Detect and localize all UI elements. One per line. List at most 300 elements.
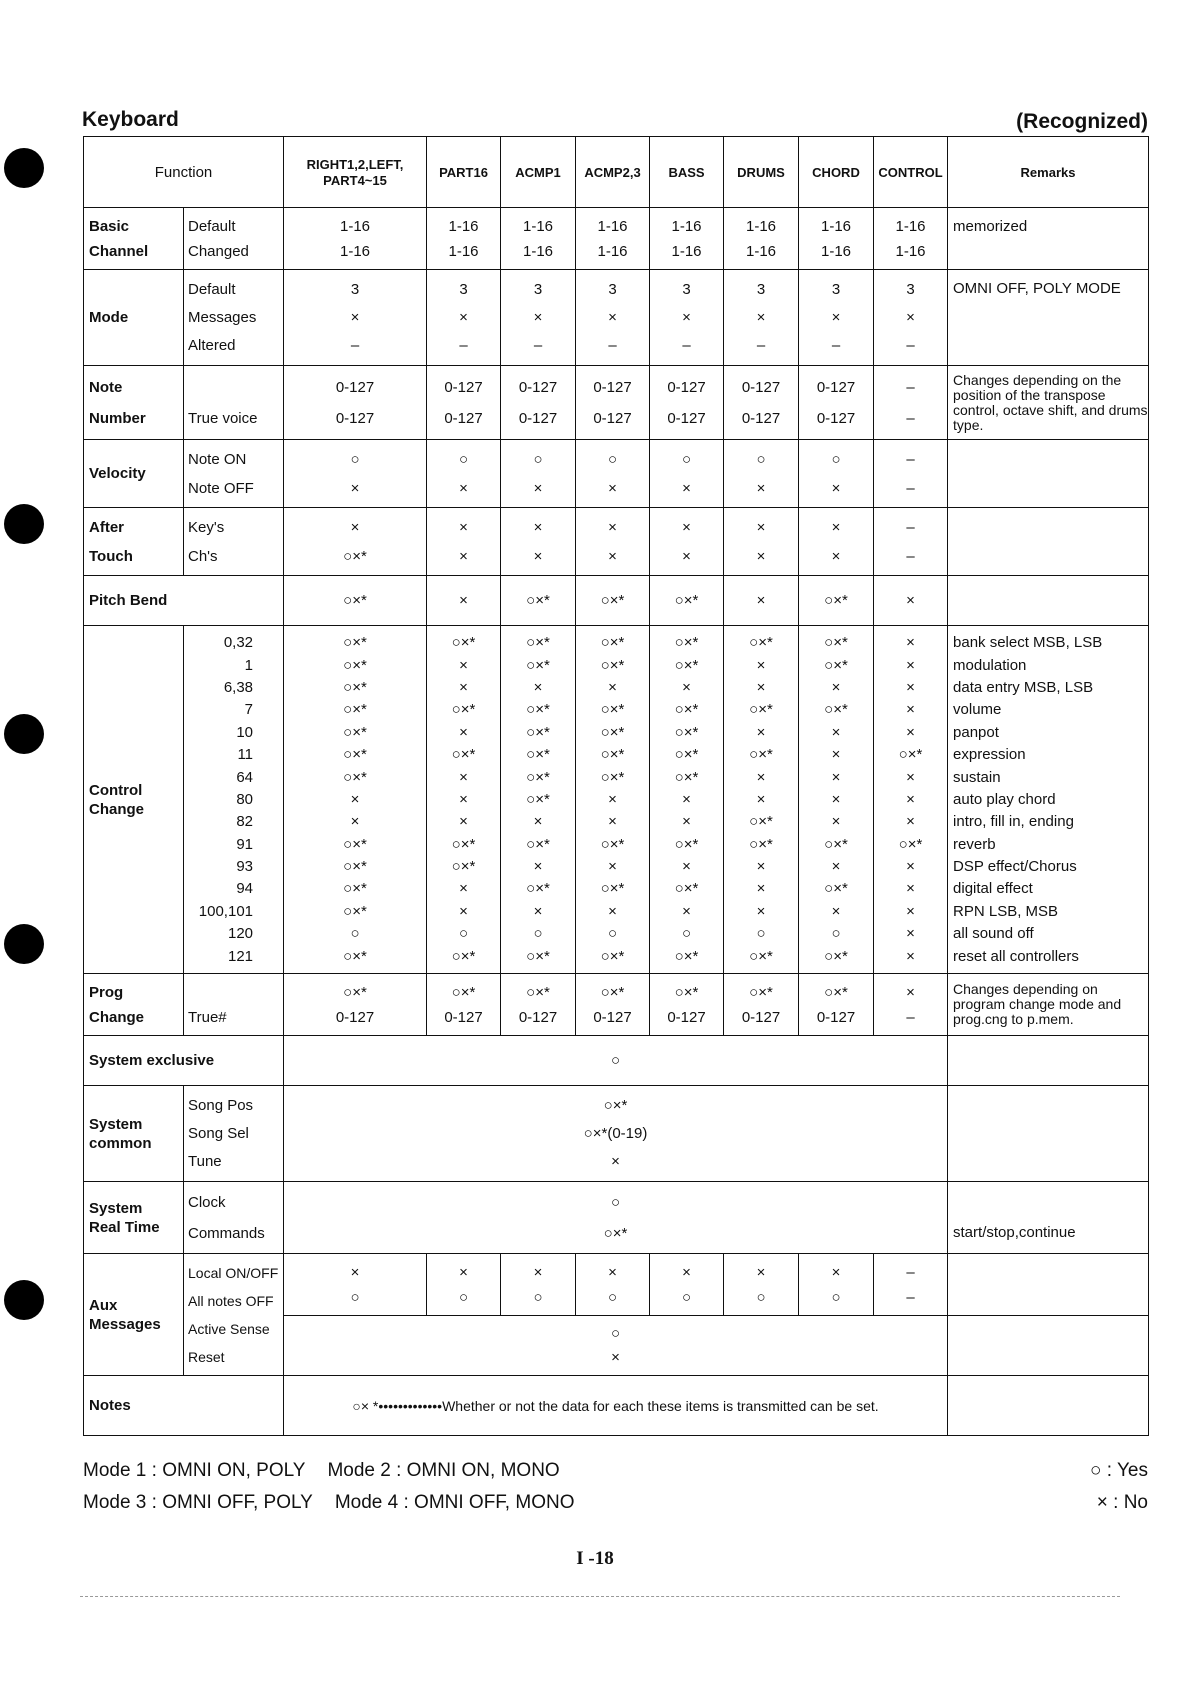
after-touch-values: × × — [799, 508, 874, 576]
pitch-bend-value: ○×* — [501, 576, 576, 626]
cc-value: × — [533, 902, 543, 920]
basic-channel-label: Basic Channel — [84, 208, 184, 270]
velocity-values: – – — [874, 440, 948, 508]
cc-value: ○ — [756, 925, 766, 943]
midi-implementation-table — [83, 136, 1149, 1436]
cc-value: ○×* — [674, 880, 699, 898]
column-acmp23: ACMP2,3 — [576, 137, 650, 208]
aux-values: × ○ — [799, 1254, 874, 1316]
cc-value: ○×* — [343, 880, 367, 898]
basic-remark: memorized — [948, 208, 1149, 270]
cc-value: ○×* — [824, 835, 848, 853]
cc-value: × — [906, 790, 915, 808]
cc-number: 6,38 — [223, 678, 254, 696]
cc-remark: modulation — [953, 656, 1027, 674]
cc-value: × — [756, 768, 766, 786]
after-touch-label: After Touch — [84, 508, 184, 576]
cc-value: ○×* — [600, 768, 625, 786]
pitch-bend-row — [84, 576, 1149, 626]
cc-value: ○×* — [343, 835, 367, 853]
velocity-values: ○ × — [724, 440, 799, 508]
cc-value: ○×* — [600, 723, 625, 741]
cc-number: 80 — [236, 790, 254, 808]
note-values: 0-127 0-127 — [284, 366, 427, 440]
cc-value: ○×* — [674, 634, 699, 652]
cc-value: × — [756, 678, 766, 696]
cc-value: × — [906, 947, 915, 965]
after-touch-values: × × — [427, 508, 501, 576]
mode-label: Mode — [84, 270, 184, 366]
system-common-row — [84, 1086, 1149, 1182]
cc-value: × — [459, 813, 468, 831]
system-common-values: ○×* ○×*(0-19) × — [284, 1086, 948, 1182]
cc-number: 82 — [236, 813, 254, 831]
cc-value: ○×* — [526, 701, 550, 719]
cc-value: ○×* — [526, 746, 550, 764]
note-values: 0-127 0-127 — [501, 366, 576, 440]
mode-values: 3 × – — [284, 270, 427, 366]
mode-3-legend: Mode 3 : OMNI OFF, POLY — [83, 1492, 313, 1513]
cc-number: 1 — [244, 656, 254, 674]
cc-value: × — [682, 858, 691, 876]
cc-remark: all sound off — [953, 925, 1034, 943]
cc-values — [284, 626, 427, 974]
page-title: Keyboard — [82, 108, 179, 131]
aux-messages-row — [84, 1254, 1149, 1316]
cc-value: × — [608, 858, 617, 876]
program-values: ○×* 0-127 — [724, 974, 799, 1036]
pitch-bend-value: ○×* — [284, 576, 427, 626]
column-remarks: Remarks — [948, 137, 1149, 208]
column-drums: DRUMS — [724, 137, 799, 208]
yes-legend: ○ : Yes — [1090, 1460, 1148, 1481]
program-remark: Changes depending on program change mode and prog.cng to p.mem. — [948, 974, 1149, 1036]
cc-remark: auto play chord — [953, 790, 1056, 808]
mode-values: 3 × – — [576, 270, 650, 366]
cc-value: ○×* — [749, 746, 773, 764]
cc-value: × — [906, 858, 915, 876]
mode-values: 3 × – — [427, 270, 501, 366]
cc-value: × — [906, 678, 915, 696]
cc-value: ○×* — [824, 634, 848, 652]
cc-remark: panpot — [953, 723, 999, 741]
cc-values — [799, 626, 874, 974]
note-values: 0-127 0-127 — [576, 366, 650, 440]
cc-number: 120 — [227, 925, 254, 943]
velocity-remark — [948, 440, 1149, 508]
cc-value: ○×* — [749, 835, 773, 853]
cc-value: ○×* — [674, 947, 699, 965]
cc-number: 10 — [236, 723, 254, 741]
cc-remark: digital effect — [953, 880, 1033, 898]
cc-remark: expression — [953, 746, 1026, 764]
cc-value: × — [350, 813, 360, 831]
after-touch-values: × ○×* — [284, 508, 427, 576]
cc-value: ○ — [533, 925, 543, 943]
cc-value: × — [756, 858, 766, 876]
cc-value: × — [906, 634, 915, 652]
pitch-bend-label: Pitch Bend — [84, 576, 284, 626]
mode-legend-row-1 — [83, 1460, 560, 1482]
system-common-remark — [948, 1086, 1149, 1182]
cc-value: ○×* — [343, 947, 367, 965]
cc-values — [650, 626, 724, 974]
cc-value: ○×* — [600, 947, 625, 965]
cc-number: 7 — [244, 701, 254, 719]
mode-2-legend: Mode 2 : OMNI ON, MONO — [327, 1460, 560, 1481]
cc-number: 91 — [236, 835, 254, 853]
column-bass: BASS — [650, 137, 724, 208]
cc-value: × — [906, 813, 915, 831]
system-common-sub: Song Pos Song Sel Tune — [184, 1086, 284, 1182]
cc-value: ○×* — [526, 790, 550, 808]
cc-value: ○×* — [526, 656, 550, 674]
aux-values: × ○ — [650, 1254, 724, 1316]
cc-remark: reverb — [953, 835, 996, 853]
pitch-bend-value: ○×* — [799, 576, 874, 626]
cc-value: × — [608, 678, 617, 696]
after-touch-values: × × — [576, 508, 650, 576]
velocity-sub: Note ON Note OFF — [184, 440, 284, 508]
cc-value: × — [906, 768, 915, 786]
cc-value: ○ — [350, 925, 360, 943]
program-values: ○×* 0-127 — [427, 974, 501, 1036]
program-change-label: Prog Change — [84, 974, 184, 1036]
note-number-row — [84, 366, 1149, 440]
cc-value: ○×* — [749, 701, 773, 719]
note-values: 0-127 0-127 — [724, 366, 799, 440]
after-touch-values: × × — [650, 508, 724, 576]
cc-value: ○×* — [343, 746, 367, 764]
cc-value: ○×* — [824, 880, 848, 898]
aux-values: – – — [874, 1254, 948, 1316]
page-subtitle: (Recognized) — [1016, 110, 1148, 133]
cc-value: ○×* — [343, 701, 367, 719]
cc-value: ○×* — [526, 634, 550, 652]
cc-value: × — [459, 902, 468, 920]
cc-remark: reset all controllers — [953, 947, 1079, 965]
note-values: – – — [874, 366, 948, 440]
cc-value: × — [906, 723, 915, 741]
basic-values: 1-16 1-16 — [284, 208, 427, 270]
mode-values: 3 × – — [874, 270, 948, 366]
velocity-row — [84, 440, 1149, 508]
cc-value: × — [906, 902, 915, 920]
column-right-left: RIGHT1,2,LEFT, PART4~15 — [284, 137, 427, 208]
note-values: 0-127 0-127 — [799, 366, 874, 440]
cc-number: 64 — [236, 768, 254, 786]
aux-remark-2 — [948, 1316, 1149, 1376]
after-touch-values: × × — [724, 508, 799, 576]
aux-values: × ○ — [724, 1254, 799, 1316]
control-numbers — [184, 626, 284, 974]
cc-value: ○×* — [451, 835, 476, 853]
cc-value: ○×* — [526, 835, 550, 853]
velocity-values: ○ × — [576, 440, 650, 508]
cc-value: × — [533, 858, 543, 876]
cc-value: ○×* — [343, 634, 367, 652]
cc-values — [501, 626, 576, 974]
velocity-values: ○ × — [799, 440, 874, 508]
mode-1-legend: Mode 1 : OMNI ON, POLY — [83, 1460, 306, 1481]
cc-value: × — [459, 656, 468, 674]
cc-value: ○×* — [600, 746, 625, 764]
cc-value: × — [756, 656, 766, 674]
cc-value: × — [906, 925, 915, 943]
basic-values: 1-16 1-16 — [427, 208, 501, 270]
cc-value: ○ — [458, 925, 469, 943]
notes-label: Notes — [84, 1376, 284, 1436]
cc-value: × — [682, 813, 691, 831]
notes-row — [84, 1376, 1149, 1436]
aux-values: × ○ — [501, 1254, 576, 1316]
cc-value: ○×* — [343, 656, 367, 674]
cc-values — [874, 626, 948, 974]
velocity-values: ○ × — [501, 440, 576, 508]
cc-value: ○×* — [674, 835, 699, 853]
cc-value: × — [350, 790, 360, 808]
cc-value: × — [682, 678, 691, 696]
mode-values: 3 × – — [799, 270, 874, 366]
header-row — [84, 137, 1149, 208]
basic-values: 1-16 1-16 — [724, 208, 799, 270]
cc-remark: bank select MSB, LSB — [953, 634, 1103, 652]
cc-value: ○×* — [600, 656, 625, 674]
cc-value: ○×* — [674, 656, 699, 674]
mode-values: 3 × – — [650, 270, 724, 366]
cc-value: × — [459, 880, 468, 898]
cc-remark: sustain — [953, 768, 1001, 786]
notes-text: ○× *•••••••••••••Whether or not the data for each these items is transmitted can be set. — [284, 1376, 948, 1436]
cc-value: ○×* — [749, 634, 773, 652]
program-values: ○×* 0-127 — [799, 974, 874, 1036]
cc-value: ○×* — [526, 723, 550, 741]
note-remark: Changes depending on the position of the transpose control, octave shift, and drums type. — [948, 366, 1149, 440]
cc-remark: volume — [953, 701, 1002, 719]
cc-value: × — [831, 768, 841, 786]
cc-value: × — [459, 678, 468, 696]
pitch-bend-value: ○×* — [576, 576, 650, 626]
mode-values: 3 × – — [501, 270, 576, 366]
page-number: I -18 — [576, 1548, 614, 1569]
program-values: ○×* 0-127 — [576, 974, 650, 1036]
program-values: ○×* 0-127 — [501, 974, 576, 1036]
cc-value: × — [756, 880, 766, 898]
cc-value: ○×* — [824, 656, 848, 674]
aux-remark — [948, 1254, 1149, 1316]
system-realtime-sub: Clock Commands — [184, 1182, 284, 1254]
cc-value: ○×* — [674, 723, 699, 741]
basic-values: 1-16 1-16 — [799, 208, 874, 270]
cc-remark: intro, fill in, ending — [953, 813, 1074, 831]
cc-value: × — [459, 790, 468, 808]
cc-value: × — [831, 723, 841, 741]
basic-values: 1-16 1-16 — [576, 208, 650, 270]
velocity-values: ○ × — [427, 440, 501, 508]
cc-value: ○×* — [674, 701, 699, 719]
mode-legend-row-2 — [83, 1492, 574, 1514]
cc-value: ○×* — [600, 701, 625, 719]
column-control: CONTROL — [874, 137, 948, 208]
cc-value: × — [906, 880, 915, 898]
program-values: ○×* 0-127 — [284, 974, 427, 1036]
no-legend: × : No — [1096, 1492, 1148, 1513]
note-number-label: Note Number — [84, 366, 184, 440]
column-chord: CHORD — [799, 137, 874, 208]
cc-value: ○×* — [749, 813, 773, 831]
aux-values: × ○ — [284, 1254, 427, 1316]
cc-value: ○ — [831, 925, 841, 943]
cc-value: × — [831, 746, 841, 764]
cc-value: ○×* — [451, 858, 476, 876]
cc-value: ○×* — [343, 858, 367, 876]
aux-values: × ○ — [576, 1254, 650, 1316]
cc-value: ○×* — [451, 701, 476, 719]
cc-value: ○×* — [600, 634, 625, 652]
velocity-values: ○ × — [650, 440, 724, 508]
basic-values: 1-16 1-16 — [650, 208, 724, 270]
mode-row — [84, 270, 1149, 366]
cc-number: 93 — [236, 858, 254, 876]
cc-value: ○×* — [824, 701, 848, 719]
cc-value: ○ — [681, 925, 692, 943]
program-change-row — [84, 974, 1149, 1036]
cc-value: ○×* — [824, 947, 848, 965]
cc-remark: DSP effect/Chorus — [953, 858, 1077, 876]
velocity-values: ○ × — [284, 440, 427, 508]
cc-value: ○×* — [343, 768, 367, 786]
cc-value: × — [756, 902, 766, 920]
cc-value: × — [831, 790, 841, 808]
pitch-bend-value: × — [874, 576, 948, 626]
cc-value: ○×* — [674, 768, 699, 786]
cc-value: × — [608, 902, 617, 920]
cc-value: ○×* — [343, 902, 367, 920]
cc-number: 0,32 — [223, 634, 254, 652]
cc-remark: RPN LSB, MSB — [953, 902, 1059, 920]
cc-value: ○×* — [600, 880, 625, 898]
cc-number: 121 — [227, 947, 254, 965]
basic-values: 1-16 1-16 — [874, 208, 948, 270]
system-exclusive-label: System exclusive — [84, 1036, 284, 1086]
aux-values: × ○ — [427, 1254, 501, 1316]
after-touch-values: × × — [501, 508, 576, 576]
system-realtime-values: ○ ○×* — [284, 1182, 948, 1254]
cc-value: ○×* — [600, 835, 625, 853]
cc-values — [576, 626, 650, 974]
binder-hole — [4, 504, 44, 544]
basic-channel-sub: Default Changed — [184, 208, 284, 270]
cc-value: ○×* — [451, 746, 476, 764]
after-touch-row — [84, 508, 1149, 576]
system-exclusive-row — [84, 1036, 1149, 1086]
basic-channel-row — [84, 208, 1149, 270]
mode-remark: OMNI OFF, POLY MODE — [948, 270, 1149, 366]
note-values: 0-127 0-127 — [427, 366, 501, 440]
cc-value: ○×* — [526, 947, 550, 965]
column-part16: PART16 — [427, 137, 501, 208]
cc-value: × — [533, 678, 543, 696]
note-values: 0-127 0-127 — [650, 366, 724, 440]
cc-value: ○×* — [749, 947, 773, 965]
cc-value: × — [906, 701, 915, 719]
pitch-bend-value: × — [427, 576, 501, 626]
after-touch-values: – – — [874, 508, 948, 576]
control-change-label: Control Change — [84, 626, 184, 974]
cc-value: × — [906, 656, 915, 674]
pitch-bend-value: × — [724, 576, 799, 626]
cc-value: × — [682, 902, 691, 920]
cc-remark: data entry MSB, LSB — [953, 678, 1094, 696]
system-realtime-remark: start/stop,continue — [948, 1182, 1149, 1254]
binder-hole — [4, 1280, 44, 1320]
note-number-sub: True voice — [184, 366, 284, 440]
aux-active-reset-values: ○ × — [284, 1316, 948, 1376]
mode-values: 3 × – — [724, 270, 799, 366]
cc-values — [427, 626, 501, 974]
mode-sub: Default Messages Altered — [184, 270, 284, 366]
cc-value: × — [608, 813, 617, 831]
cc-number: 100,101 — [198, 902, 254, 920]
after-touch-remark — [948, 508, 1149, 576]
cc-value: ○×* — [451, 634, 476, 652]
column-acmp1: ACMP1 — [501, 137, 576, 208]
cc-value: ○×* — [343, 723, 367, 741]
binder-hole — [4, 148, 44, 188]
cc-remarks — [948, 626, 1149, 974]
cc-value: ○×* — [451, 947, 476, 965]
cc-value: × — [756, 790, 766, 808]
cc-value: × — [459, 768, 468, 786]
system-exclusive-value: ○ — [284, 1036, 948, 1086]
cc-value: ○ — [607, 925, 618, 943]
system-realtime-row — [84, 1182, 1149, 1254]
program-change-sub: True# — [184, 974, 284, 1036]
pitch-bend-remark — [948, 576, 1149, 626]
cc-value: × — [459, 723, 468, 741]
basic-values: 1-16 1-16 — [501, 208, 576, 270]
system-common-label: System common — [84, 1086, 184, 1182]
cc-value: × — [608, 790, 617, 808]
cc-value: × — [831, 813, 841, 831]
cc-value: ○×* — [898, 835, 923, 853]
notes-remark — [948, 1376, 1149, 1436]
cc-value: × — [682, 790, 691, 808]
cc-values — [724, 626, 799, 974]
cc-value: ○×* — [526, 768, 550, 786]
bottom-dashed-rule — [80, 1596, 1120, 1597]
after-touch-sub: Key's Ch's — [184, 508, 284, 576]
aux-messages-sub: Local ON/OFF All notes OFF Active Sense Reset — [184, 1254, 284, 1376]
cc-value: × — [533, 813, 543, 831]
program-values: × – — [874, 974, 948, 1036]
aux-messages-label: Aux Messages — [84, 1254, 184, 1376]
cc-value: ○×* — [343, 678, 367, 696]
system-exclusive-remark — [948, 1036, 1149, 1086]
cc-value: × — [756, 723, 766, 741]
velocity-label: Velocity — [84, 440, 184, 508]
cc-number: 94 — [236, 880, 254, 898]
cc-value: ○×* — [674, 746, 699, 764]
cc-value: × — [831, 902, 841, 920]
binder-hole — [4, 924, 44, 964]
mode-4-legend: Mode 4 : OMNI OFF, MONO — [334, 1492, 575, 1513]
cc-value: × — [831, 858, 841, 876]
column-function: Function — [84, 137, 284, 208]
cc-value: ○×* — [898, 746, 923, 764]
program-values: ○×* 0-127 — [650, 974, 724, 1036]
pitch-bend-value: ○×* — [650, 576, 724, 626]
